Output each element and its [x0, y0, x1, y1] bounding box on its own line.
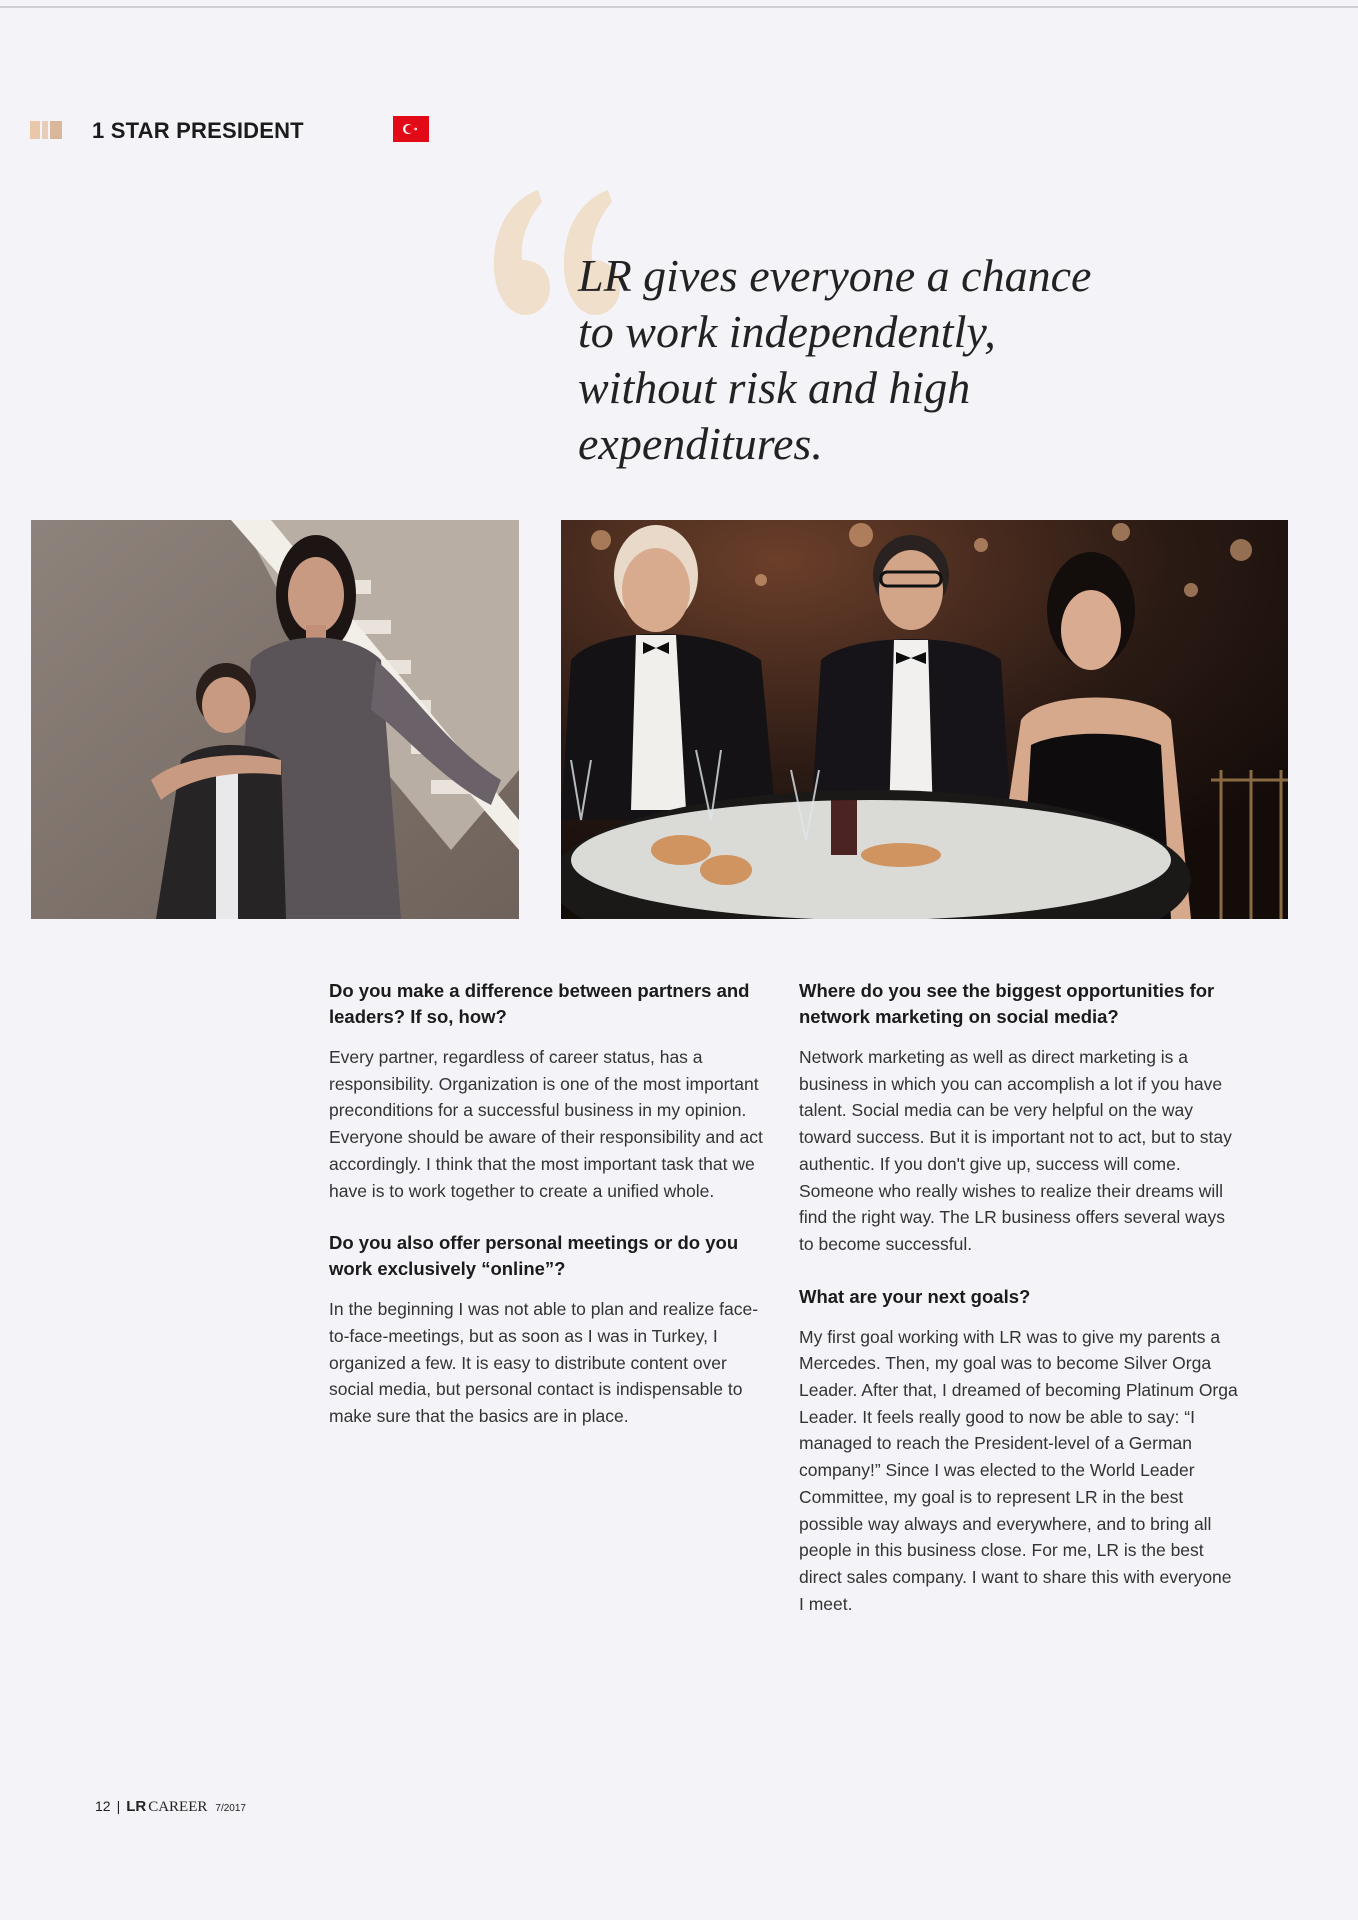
- pull-quote-line: to work independently,: [578, 306, 996, 357]
- article-column-left: [329, 978, 769, 1456]
- interview-question: Where do you see the biggest opportunities for network marketing on social media?: [799, 980, 1215, 1027]
- issue-date: 7/2017: [215, 1803, 246, 1814]
- page-footer: [95, 1798, 246, 1816]
- interview-answer: In the beginning I was not able to plan and realize face-to-face-meetings, but as soon as I was in Turkey, I organized a few. It is easy to distribute content over social media, but personal contact is indispensable to make sure that the basics are in place.: [329, 1299, 759, 1427]
- interview-question: What are your next goals?: [799, 1285, 1031, 1307]
- pull-quote: [578, 248, 1198, 472]
- interview-question: Do you make a difference between partners and leaders? If so, how?: [329, 980, 750, 1027]
- page-number: 12: [95, 1798, 111, 1814]
- turkey-flag-icon: [393, 116, 429, 142]
- header-accent-marks: [30, 121, 66, 139]
- top-rule: [0, 6, 1358, 8]
- interview-answer: Every partner, regardless of career status, has a responsibility. Organization is one of the most important preconditions for a successful business in my opinion. Everyone should be aware of their responsibility and act accordingly. I think that the most important task that we have is to work together to create a unified whole.: [329, 1047, 763, 1201]
- brand-lr: LR: [126, 1798, 147, 1815]
- article-column-right: [799, 978, 1239, 1643]
- section-title: 1 STAR PRESIDENT: [92, 118, 304, 143]
- pull-quote-line: expenditures.: [578, 418, 823, 469]
- interview-question: Do you also offer personal meetings or do you work exclusively “online”?: [329, 1232, 739, 1280]
- pull-quote-line: without risk and high: [578, 362, 971, 413]
- interview-answer: My first goal working with LR was to give my parents a Mercedes. Then, my goal was to become Silver Orga Leader. After that, I dreamed of becoming Platinum Orga Leader. It feels really good to now be able to say: “I managed to reach the President-level of a German company!” Since I was elected to the World Leader Committee, my goal is to represent LR in the best possible way always and everywhere, and to bring all people in this business close. For me, LR is the best direct sales company. I want to share this with everyone I meet.: [799, 1326, 1238, 1614]
- pull-quote-line: LR gives everyone a chance: [578, 250, 1092, 301]
- photo-mother-and-son: [31, 520, 519, 919]
- brand-career: CAREER: [148, 1799, 208, 1815]
- photo-gala-dinner: [561, 520, 1288, 919]
- interview-answer: Network marketing as well as direct marketing is a business in which you can accomplish a lot if you have talent. Social media can be very helpful on the way toward success. But it is important not to act, but to stay authentic. If you don't give up, success will come. Someone who really wishes to realize their dreams will find the right way. The LR business offers several ways to become successful.: [799, 1047, 1232, 1254]
- footer-separator: |: [116, 1798, 121, 1814]
